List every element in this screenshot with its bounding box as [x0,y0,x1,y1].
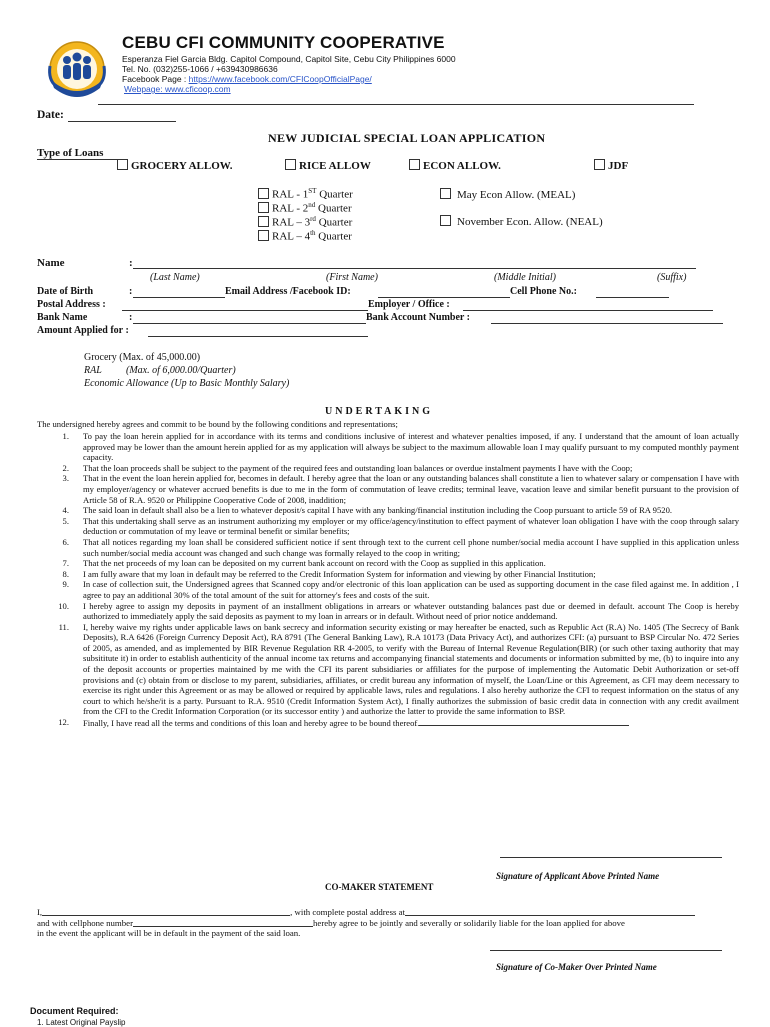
undertaking-item-number: 12. [58,717,69,728]
econ-label: ECON ALLOW. [423,160,501,172]
undertaking-item [37,622,739,717]
middle-initial-label: (Middle Initial) [494,272,556,283]
undertaking-item [37,558,739,569]
ral-q2-checkbox[interactable] [258,202,269,213]
ral-q4-text: RAL – 4 [272,230,311,243]
undertaking-item-text: The said loan in default shall also be a lien to whatever deposit/s capital I have with any banking/financial institution including the Coop pursuant to article 59 of RA 9520. [83,505,673,516]
undertaking-item-number: 3. [62,473,69,484]
amount-label: Amount Applied for : [37,325,129,336]
ral-quarter-2[interactable] [258,201,352,215]
econ-option-meal[interactable] [440,188,575,201]
ral-quarter-3[interactable] [258,215,352,229]
comaker-title: CO-MAKER STATEMENT [325,882,434,892]
jdf-checkbox[interactable] [594,159,605,170]
email-field[interactable] [378,297,510,298]
first-name-label: (First Name) [326,272,378,283]
amount-field[interactable] [148,336,368,337]
comaker-cell-text: and with cellphone number [37,918,134,928]
bank-account-label: Bank Account Number : [366,312,470,323]
undertaking-item-number: 11. [58,621,69,632]
comaker-address-text: , with complete postal address at [290,907,405,917]
undertaking-item-text: I am fully aware that my loan in default may be referred to the Credit Information System for information and viewing by other Financial Institution; [83,568,596,579]
ral-quarter-4[interactable] [258,229,352,243]
dob-field[interactable] [133,297,225,298]
bank-name-field[interactable] [133,323,366,324]
meal-label: May Econ Allow. (MEAL) [457,189,576,201]
undertaking-item-text: In case of collection suit, the Undersigned agrees that Scanned copy and/or electronic of this loan application can be used as supporting document in the case filed against me. In addition , I agree to pay an additional 30% of the total amount of the suit for attorney's fees and costs of the suit. [83,579,739,600]
loan-option-grocery[interactable] [117,159,233,172]
undertaking-intro: The undersigned hereby agrees and commit to be bound by the following conditions and representations; [37,419,398,429]
applicant-signature-line[interactable] [500,857,722,858]
comaker-signature-label: Signature of Co-Maker Over Printed Name [496,962,657,972]
ral-q2-word: Quarter [318,202,352,215]
ral-q4-sup: th [310,229,316,237]
econ-option-neal[interactable] [440,215,603,228]
limit-econ: Economic Allowance (Up to Basic Monthly Salary) [84,378,290,389]
undertaking-item-text: That all notices regarding my loan shall be considered sufficient notice if sent through text to the current cell phone number/social media account I have supplied in this application unless such number/social media account was changed and such change was formally relayed to the coop in writing; [83,536,739,558]
undertaking-item-text: That the net proceeds of my loan can be deposited on my current bank account on record with the Coop as supplied in this application. [83,558,546,569]
applicant-signature-label: Signature of Applicant Above Printed Name [496,871,660,881]
undertaking-item-number: 10. [58,600,69,611]
suffix-label: (Suffix) [657,272,687,283]
dob-colon: : [129,286,133,297]
ral-q3-sup: rd [310,215,316,223]
loan-option-econ[interactable] [409,159,501,172]
comaker-address-field[interactable] [405,906,695,916]
undertaking-item [37,473,739,505]
undertaking-item-text: That in the event the loan herein applied for, becomes in default. I hereby agree that the loan or any outstanding balances shall constitute a lien to whatever salary or compensation I have with my employer/agency or whatever accrued benefits is due to me in the form of commutation of leave credits; terminal leave, vacation leave and similar benefit pursuant to the provision of Article 58 of R.A. 9520 or Philippine Cooperative Code of 2008, inaddition; [83,473,739,505]
cell-field[interactable] [596,297,669,298]
undertaking-title: UNDERTAKING [325,406,434,417]
undertaking-item-text: I, hereby waive my rights under applicable laws on bank secrecy and information security existing or may hereafter be enacted, such as Republic Act (R.A) No. 1405 (The Secrecy of Bank Deposits), R.A 6426 (Foreign Currency Deposit Act), RA 8791 (The General Banking Law), R.A 10173 (Data Privacy Act), and authorizes CFI: (a) pursuant to BSP Circular No. 472 Series of 2005, as amended, and as implemented by BIR Revenue Regulation RR 4-2005, to verify with the Bureau of Internal Revenue Regulation(BIR) (or such other taxing authority that may subsititute it) in order to establish authenticity of the annual income tax returns and accompanying financial statements and documents or information submitted by me, (b) to inquire into any of the deposit accounts or properties maintained by me with the CFI its parent subsidiaries or affiliates for the purpose of implementing the Automatic Debit Authorization or set-off provisions and (c) obtain from or disclose to my parent, subsidiaries, affiliates, or credit bureau any information of myself, the Loan/Line or this Agreement, as CFI may deem necessary to exercise its right under this Agreement or as may be allowed or required by applicable laws, rules and regulations. I also hereby authorize the CFI to request information on the status of any court to which he/she/it is a party. Pursuant to R.A. 9510 (Credit Information System Act), I finally authorizes the submission of basic credit data in connection with any credit availment from the CFI to the Credit Information Corporation (or its successor entity ) and authorize the latter to provide the same information to BSP. [83,621,739,717]
undertaking-item-number: 8. [62,568,69,579]
bank-name-label: Bank Name [37,312,88,323]
undertaking-item [37,569,739,580]
undertaking-item [37,463,739,474]
undertaking-item [37,431,739,463]
ral-q4-checkbox[interactable] [258,230,269,241]
documents-title: Document Required: [30,1006,119,1016]
undertaking-item-text: Finally, I have read all the terms and conditions of this loan and hereby agree to be bound thereof. [83,718,420,729]
form-title: NEW JUDICIAL SPECIAL LOAN APPLICATION [268,131,546,145]
cooperative-logo [42,36,112,106]
comaker-i-label: I, [37,907,43,917]
comaker-signature-line[interactable] [490,950,722,951]
org-name: CEBU CFI COMMUNITY COOPERATIVE [122,33,445,52]
ral-q1-sup: ST [308,187,317,195]
undertaking-item [37,601,739,622]
undertaking-item-number: 6. [62,536,69,547]
undertaking-item-number: 7. [62,558,69,569]
ral-q4-word: Quarter [318,230,352,243]
rice-label: RICE ALLOW [299,160,371,172]
undertaking-item [37,537,739,558]
undertaking-item-text: To pay the loan herein applied for in accordance with its terms and conditions inclusive of interest and whatever penalties imposed, if any. I understand that the amount of loan actually approved may be lower than the amount herein applied for as my application will always be subject to the maximum allowable loan I may qualify pursuant to my computed monthly payment capacity. [83,431,739,463]
neal-checkbox[interactable] [440,215,451,226]
employer-label: Employer / Office : [368,299,450,310]
grocery-checkbox[interactable] [117,159,128,170]
date-label: Date: [37,109,64,121]
limit-grocery: Grocery (Max. of 45,000.00) [84,352,201,363]
name-colon: : [129,257,133,269]
loan-option-jdf[interactable] [594,159,628,172]
comaker-cell-field[interactable] [133,917,313,927]
email-label: Email Address /Facebook ID: [225,286,351,297]
header-divider [98,104,694,105]
econ-checkbox[interactable] [409,159,420,170]
neal-label: November Econ. Allow. (NEAL) [457,216,603,228]
name-label: Name [37,257,65,269]
loan-option-rice[interactable] [285,159,371,172]
org-facebook [122,74,372,84]
comaker-agree-text: hereby agree to be jointly and severally or solidarily liable for the loan applied for above [313,918,625,928]
last-name-label: (Last Name) [150,272,200,283]
undertaking-item-text: That this undertaking shall serve as an instrument authorizing my employer or my office/agency/institution to effect payment of whatever loan obligation I have with the coop through salary deduction or commutation of my leave or terminal benefit or similar benefits; [83,515,739,537]
webpage-link[interactable]: Webpage: www.cficoop.com [124,84,231,94]
undertaking-item [37,516,739,537]
bank-name-colon: : [129,312,133,323]
final-underline [419,717,629,726]
org-address: Esperanza Fiel Garcia Bldg. Capitol Compound, Capitol Site, Cebu City Philippines 6000 [122,54,456,64]
rice-checkbox[interactable] [285,159,296,170]
meal-checkbox[interactable] [440,188,451,199]
undertaking-item-text: I hereby agree to assign my deposits in payment of an installment obligations in arrears or whatever outstanding balances past due or deemed in default. account The Coop is hereby authorized to immediately apply the said deposits as payment to my loan in arrears or in default. Without need of prior notice anddemand. [83,600,739,622]
ral-q1-text: RAL - 1 [272,188,309,201]
ral-q1-word: Quarter [319,188,353,201]
grocery-label: GROCERY ALLOW. [131,160,233,172]
undertaking-item-text: That the loan proceeds shall be subject to the payment of the required fees and outstanding loan balances or overdue instalment payments I have with the Coop; [83,462,633,473]
undertaking-item [37,579,739,600]
ral-q3-checkbox[interactable] [258,216,269,227]
postal-field[interactable] [122,310,368,311]
org-webpage [124,84,231,94]
employer-field[interactable] [463,310,713,311]
undertaking-list [37,431,739,729]
ral-q1-checkbox[interactable] [258,188,269,199]
dob-label: Date of Birth [37,286,94,297]
jdf-label: JDF [608,160,629,172]
ral-q3-word: Quarter [318,216,353,229]
undertaking-item-number: 9. [62,579,69,590]
type-of-loans-label: Type of Loans [37,147,104,159]
comaker-name-field[interactable] [42,906,290,916]
limit-ral-value: (Max. of 6,000.00/Quarter) [126,365,236,376]
org-tel: Tel. No. (032)255-1066 / +639430986636 [122,64,278,74]
limit-ral-label: RAL [84,365,102,376]
postal-label: Postal Address : [37,299,106,310]
ral-quarter-1[interactable] [258,187,353,201]
undertaking-item-number: 2. [62,462,69,473]
facebook-link[interactable]: https://www.facebook.com/CFICoopOfficialPage/ [188,74,372,84]
type-of-loans-underline [37,159,117,160]
ral-q2-sup: nd [308,201,316,209]
cell-label: Cell Phone No.: [510,286,577,297]
ral-q3-text: RAL – 3 [272,216,311,229]
undertaking-item-number: 1. [62,431,69,441]
document-item-1: 1. Latest Original Payslip [37,1018,126,1027]
undertaking-item [37,717,739,729]
undertaking-item-number: 5. [62,515,69,526]
comaker-default-text: in the event the applicant will be in default in the payment of the said loan. [37,928,301,938]
date-field[interactable] [68,121,176,122]
ral-q2-text: RAL - 2 [272,202,309,215]
undertaking-item-number: 4. [62,505,69,516]
name-field[interactable] [133,268,696,269]
bank-account-field[interactable] [491,323,723,324]
undertaking-item [37,505,739,516]
facebook-label: Facebook Page : [122,74,189,84]
